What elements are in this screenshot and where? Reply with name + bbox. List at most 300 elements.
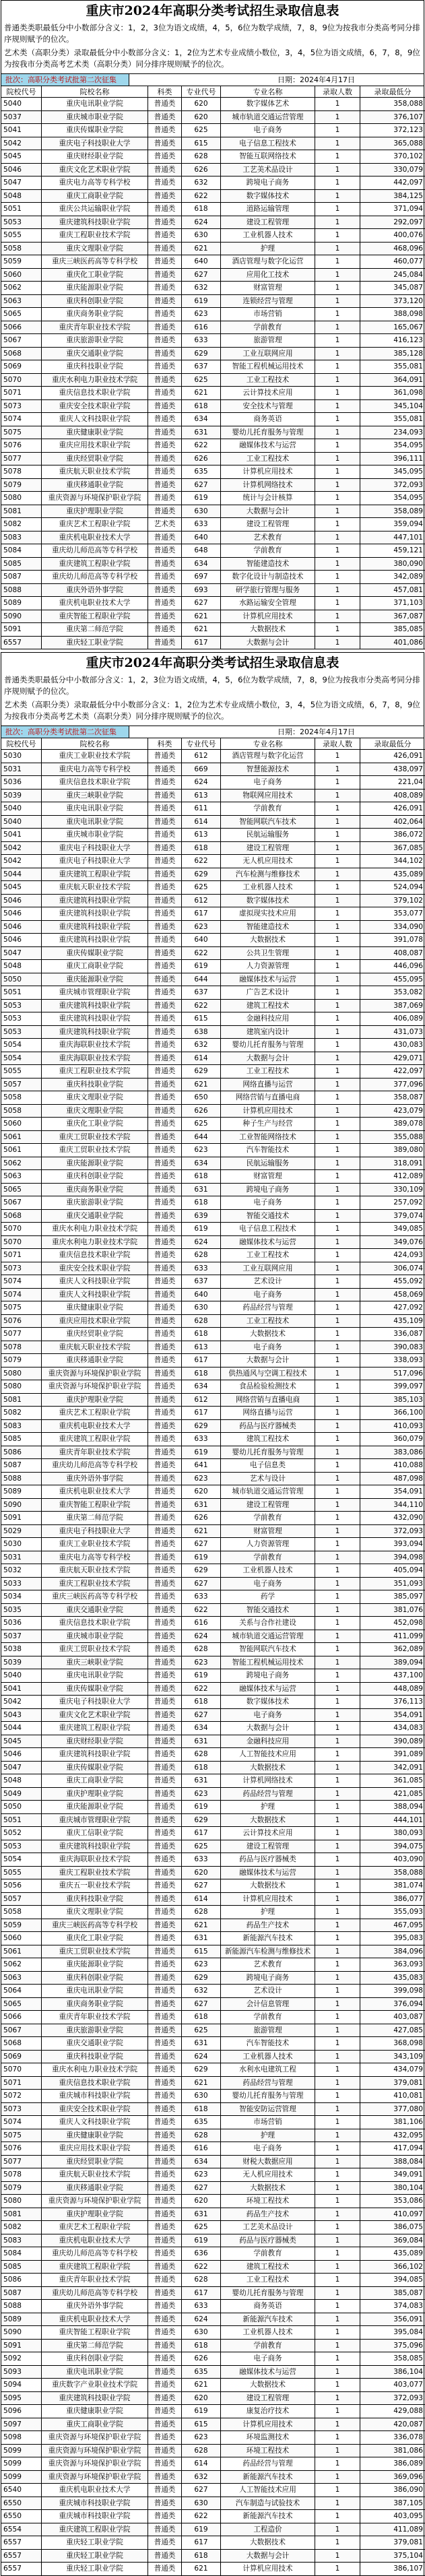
table-cell: 5056 — [1, 1879, 42, 1893]
table-cell: 普通类 — [148, 1473, 182, 1486]
table-cell: 1 — [315, 868, 360, 882]
table-cell: 5074 — [1, 413, 42, 426]
table-cell: 617 — [182, 1827, 221, 1840]
table-row — [1, 2142, 424, 2156]
table-cell: 5085 — [1, 1433, 42, 1446]
table-cell: 重庆工商职业学院 — [42, 1774, 148, 1788]
table-cell: 药品与医疗器械类 — [221, 1420, 315, 1434]
table-cell: 1 — [315, 597, 360, 610]
table-cell: 普通类 — [148, 282, 182, 295]
table-cell: 艺术教育 — [221, 532, 315, 545]
table-cell: 重庆电子科技职业大学 — [42, 842, 148, 856]
table-cell: 438,097 — [360, 763, 425, 777]
table-cell: 重庆智能工程职业学院 — [42, 2326, 148, 2340]
table-cell: 638 — [182, 1026, 221, 1039]
table-row — [1, 2471, 424, 2484]
table-cell: 381,076 — [360, 1604, 425, 1617]
table-cell: 380,093 — [360, 1827, 425, 1840]
table-cell: 普通类 — [148, 2168, 182, 2182]
table-row — [1, 2405, 424, 2418]
table-cell: 432,090 — [360, 1512, 425, 1525]
table-cell: 重庆交通职业学院 — [42, 1604, 148, 1617]
table-cell: 5080 — [1, 1380, 42, 1394]
table-cell: 1 — [315, 2274, 360, 2287]
table-row — [1, 2051, 424, 2064]
table-row — [1, 802, 424, 816]
table-cell: 建设工程管理 — [221, 842, 315, 856]
table-cell: 1 — [315, 842, 360, 856]
table-cell: 普通类 — [148, 321, 182, 335]
table-cell: 1 — [315, 1617, 360, 1630]
table-cell: 1 — [315, 2195, 360, 2208]
table-cell: 广告艺术设计 — [221, 986, 315, 1000]
table-cell: 普通类 — [148, 1091, 182, 1105]
table-row — [1, 2340, 424, 2353]
table-cell: 5058 — [1, 1091, 42, 1105]
table-cell: 计算机应用技术 — [221, 610, 315, 624]
table-cell: 622 — [182, 855, 221, 868]
table-cell: 1 — [315, 2063, 360, 2077]
table-cell: 354,091 — [360, 1485, 425, 1499]
table-cell: 1 — [315, 2261, 360, 2274]
table-cell: 重庆城市管理职业学院 — [42, 986, 148, 1000]
table-cell: 5029 — [1, 1525, 42, 1539]
table-cell: 385,097 — [360, 1590, 425, 1604]
table-cell: 计算机网络技术 — [221, 1774, 315, 1788]
table-cell: 重庆机电职业技术大学 — [42, 1485, 148, 1499]
table-cell: 5079 — [1, 2182, 42, 2195]
table-cell: 学前教育 — [221, 2011, 315, 2024]
table-cell: 386,072 — [360, 829, 425, 842]
table-cell: 380,104 — [360, 2182, 425, 2195]
table-cell: 普通类 — [148, 1052, 182, 1066]
table-cell: 1 — [315, 124, 360, 137]
table-cell: 1 — [315, 1853, 360, 1867]
table-cell: 619 — [182, 2523, 221, 2537]
table-cell: 5042 — [1, 1696, 42, 1709]
table-cell: 628 — [182, 2129, 221, 2143]
table-row — [1, 1762, 424, 1775]
table-cell: 普通类 — [148, 190, 182, 203]
column-header: 录取人数 — [315, 86, 360, 98]
table-cell: 5079 — [1, 479, 42, 492]
table-cell: 623 — [182, 921, 221, 934]
table-cell: 人工智能技术应用 — [221, 1748, 315, 1762]
table-cell: 重庆智能工程职业学院 — [42, 1499, 148, 1512]
table-cell: 重庆建筑工程职业学院 — [42, 2523, 148, 2537]
table-cell: 631 — [182, 2208, 221, 2222]
table-row — [1, 1394, 424, 1407]
table-cell: 5050 — [1, 973, 42, 987]
table-cell: 5087 — [1, 2287, 42, 2300]
table-cell: 普通类 — [148, 2379, 182, 2392]
table-cell: 5085 — [1, 2261, 42, 2274]
table-cell: 重庆信息技术职业学院 — [42, 1617, 148, 1630]
table-row — [1, 98, 424, 111]
table-cell: 普通类 — [148, 1105, 182, 1118]
table-cell: 617 — [182, 1354, 221, 1367]
table-cell: 5080 — [1, 492, 42, 505]
table-cell: 5073 — [1, 1262, 42, 1276]
table-cell: 5045 — [1, 881, 42, 895]
table-cell: 普通类 — [148, 2274, 182, 2287]
table-row — [1, 907, 424, 921]
table-cell: 5084 — [1, 2247, 42, 2261]
table-cell: 普通类 — [148, 98, 182, 111]
table-cell: 普通类 — [148, 2208, 182, 2222]
table-row — [1, 597, 424, 610]
table-cell: 616 — [182, 1617, 221, 1630]
table-cell: 重庆电讯职业学院 — [42, 1985, 148, 1998]
table-cell: 计算机应用技术 — [221, 2418, 315, 2432]
table-cell: 619 — [182, 2405, 221, 2418]
table-cell: 391,078 — [360, 934, 425, 947]
table-cell: 重庆经贸职业学院 — [42, 453, 148, 466]
table-cell: 403,090 — [360, 1853, 425, 1867]
table-cell: 普通类 — [148, 2156, 182, 2169]
table-cell: 建筑室内设计 — [221, 1026, 315, 1039]
table-cell: 重庆建筑科技职业学院 — [42, 2392, 148, 2406]
table-cell: 1 — [315, 1683, 360, 1696]
table-row — [1, 1879, 424, 1893]
table-cell: 370,102 — [360, 150, 425, 164]
table-cell: 390,089 — [360, 1735, 425, 1749]
table-cell: 5035 — [1, 1604, 42, 1617]
table-cell: 368,098 — [360, 2037, 425, 2051]
table-cell: 393,094 — [360, 1538, 425, 1551]
table-cell: 1 — [315, 439, 360, 453]
table-cell: 大数据技术 — [221, 2536, 315, 2550]
table-cell: 1 — [315, 1249, 360, 1262]
table-cell: 重庆传媒职业学院 — [42, 1683, 148, 1696]
table-cell: 电子信息类 — [221, 1459, 315, 1473]
table-cell: 630 — [182, 2497, 221, 2511]
table-cell: 617 — [182, 2536, 221, 2550]
table-cell: 1 — [315, 1762, 360, 1775]
table-cell: 融媒体技术与运营 — [221, 2366, 315, 2379]
table-cell: 5053 — [1, 1000, 42, 1013]
table-cell: 跨境电子商务 — [221, 1669, 315, 1683]
table-cell: 普通类 — [148, 1853, 182, 1867]
table-cell: 1 — [315, 1367, 360, 1381]
table-cell: 5077 — [1, 1328, 42, 1341]
table-title: 重庆市2024年高职分类考试招生录取信息表 — [1, 652, 424, 673]
table-row — [1, 776, 424, 790]
table-cell: 重庆建筑科技职业学院 — [42, 1840, 148, 1854]
table-cell: 工业智能网络技术 — [221, 1131, 315, 1145]
table-cell: 普通类 — [148, 623, 182, 637]
table-cell: 重庆商务职业学院 — [42, 308, 148, 321]
table-cell: 重庆五一职业技术学院 — [42, 1879, 148, 1893]
table-cell: 400,076 — [360, 229, 425, 243]
table-row — [1, 2379, 424, 2392]
table-cell: 5048 — [1, 960, 42, 973]
table-cell: 1 — [315, 2484, 360, 2497]
table-cell: 1 — [315, 1814, 360, 1828]
table-cell: 391,089 — [360, 1748, 425, 1762]
table-cell: 1 — [315, 321, 360, 335]
table-cell: 普通类 — [148, 1538, 182, 1551]
table-row — [1, 400, 424, 414]
table-cell: 1 — [315, 1604, 360, 1617]
table-cell: 虚拟现实技术应用 — [221, 907, 315, 921]
table-cell: 融媒体技术与运营 — [221, 973, 315, 987]
table-cell: 普通类 — [148, 1407, 182, 1420]
table-cell: 5076 — [1, 439, 42, 453]
table-cell: 618 — [182, 2550, 221, 2563]
table-cell: 普通类 — [148, 907, 182, 921]
table-cell: 408,089 — [360, 790, 425, 803]
table-cell: 普通类 — [148, 2352, 182, 2366]
table-cell: 390,083 — [360, 1341, 425, 1355]
table-cell: 629 — [182, 1814, 221, 1828]
table-row — [1, 2550, 424, 2563]
table-cell: 工业互联网应用 — [221, 1262, 315, 1276]
table-cell: 财富管理 — [221, 1170, 315, 1184]
table-cell: 369,084 — [360, 2234, 425, 2248]
table-cell: 394,098 — [360, 1551, 425, 1565]
table-cell: 普通类 — [148, 934, 182, 947]
table-cell: 1 — [315, 1985, 360, 1998]
table-cell: 620 — [182, 98, 221, 111]
table-cell: 5045 — [1, 150, 42, 164]
table-cell: 重庆机电职业技术大学 — [42, 2234, 148, 2248]
admission-table-section — [1, 0, 424, 649]
table-cell: 669 — [182, 763, 221, 777]
table-cell: 艺术教育 — [221, 1958, 315, 1972]
table-cell: 330,079 — [360, 164, 425, 177]
table-cell: 5088 — [1, 1473, 42, 1486]
table-cell: 融媒体技术与运营 — [221, 439, 315, 453]
table-cell: 电子商务 — [221, 1289, 315, 1302]
table-cell: 379,081 — [360, 2077, 425, 2090]
table-cell: 建筑工程技术 — [221, 1433, 315, 1446]
table-cell: 620 — [182, 1485, 221, 1499]
table-cell: 385,103 — [360, 1394, 425, 1407]
table-cell: 410,093 — [360, 1420, 425, 1434]
table-cell: 大数据与会计 — [221, 1354, 315, 1367]
table-cell: 普通类 — [148, 505, 182, 519]
table-cell: 5088 — [1, 584, 42, 598]
table-cell: 5046 — [1, 907, 42, 921]
table-row — [1, 558, 424, 571]
table-row — [1, 532, 424, 545]
table-cell: 普通类 — [148, 1433, 182, 1446]
table-cell: 629 — [182, 1065, 221, 1078]
table-cell: 5091 — [1, 1512, 42, 1525]
table-cell: 重庆建筑科技职业学院 — [42, 934, 148, 947]
table-cell: 353,086 — [360, 2195, 425, 2208]
table-cell: 457,081 — [360, 584, 425, 598]
table-cell: 普通类 — [148, 1012, 182, 1026]
table-cell: 371,103 — [360, 597, 425, 610]
table-cell: 道路运输管理 — [221, 203, 315, 216]
table-cell: 普通类 — [148, 1000, 182, 1013]
table-cell: 411,099 — [360, 1630, 425, 1644]
table-cell: 艺术与设计 — [221, 1473, 315, 1486]
table-row — [1, 2484, 424, 2497]
table-cell: 5066 — [1, 2011, 42, 2024]
table-cell: 重庆安全技术职业学院 — [42, 400, 148, 414]
table-cell: 615 — [182, 1012, 221, 1026]
table-cell: 376,107 — [360, 111, 425, 125]
table-cell: 366,100 — [360, 1407, 425, 1420]
table-cell: 普通类 — [148, 1774, 182, 1788]
table-cell: 食品检验检测技术 — [221, 1380, 315, 1394]
table-row — [1, 1473, 424, 1486]
table-cell: 普通类 — [148, 400, 182, 414]
table-cell: 399,097 — [360, 1380, 425, 1394]
table-cell: 429,071 — [360, 1052, 425, 1066]
table-cell: 普通类 — [148, 1683, 182, 1696]
table-cell: 普通类 — [148, 2051, 182, 2064]
table-cell: 358,088 — [360, 1867, 425, 1880]
table-row — [1, 2037, 424, 2051]
table-cell: 重庆经贸职业学院 — [42, 2156, 148, 2169]
table-cell: 普通类 — [148, 2234, 182, 2248]
table-cell: 药品经营与管理 — [221, 1301, 315, 1315]
table-cell: 1 — [315, 2510, 360, 2523]
table-cell: 634 — [182, 2156, 221, 2169]
table-cell: 药学 — [221, 1590, 315, 1604]
table-row — [1, 1328, 424, 1341]
table-cell: 智能交通技术 — [221, 1604, 315, 1617]
table-cell: 6557 — [1, 2536, 42, 2550]
table-cell: 385,085 — [360, 623, 425, 637]
table-cell: 5069 — [1, 360, 42, 374]
table-cell: 1 — [315, 2405, 360, 2418]
table-cell: 5065 — [1, 1998, 42, 2011]
table-cell: 普通类 — [148, 1551, 182, 1565]
table-cell: 1 — [315, 426, 360, 440]
table-cell: 护理 — [221, 243, 315, 256]
table-cell: 学前教育 — [221, 321, 315, 335]
table-cell: 5041 — [1, 829, 42, 842]
table-cell: 625 — [182, 374, 221, 387]
table-cell: 1 — [315, 816, 360, 829]
table-cell: 普通类 — [148, 584, 182, 598]
table-row — [1, 1341, 424, 1355]
table-cell: 388,098 — [360, 308, 425, 321]
table-cell: 重庆商务职业学院 — [42, 1184, 148, 1197]
table-cell: 628 — [182, 1315, 221, 1328]
table-cell: 重庆海联职业技术学院 — [42, 1853, 148, 1867]
table-cell: 619 — [182, 1551, 221, 1565]
table-cell: 普通类 — [148, 960, 182, 973]
table-row — [1, 164, 424, 177]
table-cell: 婴幼儿托育服务与管理 — [221, 1446, 315, 1460]
table-cell: 1 — [315, 1196, 360, 1210]
table-cell: 1 — [315, 2103, 360, 2117]
table-cell: 重庆青年职业技术学院 — [42, 321, 148, 335]
table-cell: 重庆资源与环境保护职业学院 — [42, 2457, 148, 2471]
table-cell: 421,085 — [360, 1788, 425, 1801]
table-cell: 重庆智能工程职业学院 — [42, 610, 148, 624]
table-cell: 药品与医疗器械类 — [221, 2234, 315, 2248]
table-cell: 重庆工商职业学院 — [42, 190, 148, 203]
table-cell: 普通类 — [148, 2497, 182, 2511]
table-cell: 354,095 — [360, 492, 425, 505]
table-cell: 5062 — [1, 282, 42, 295]
table-cell: 1 — [315, 921, 360, 934]
table-cell: 安全技术与管理 — [221, 400, 315, 414]
table-cell: 1 — [315, 2129, 360, 2143]
table-cell: 634 — [182, 558, 221, 571]
table-cell: 重庆文化艺术职业学院 — [42, 1709, 148, 1722]
table-cell: 工业工程技术 — [221, 374, 315, 387]
table-cell: 普通类 — [148, 2063, 182, 2077]
table-cell: 1 — [315, 2326, 360, 2340]
table-cell: 410,088 — [360, 1459, 425, 1473]
table-cell: 普通类 — [148, 1998, 182, 2011]
table-cell: 重庆移通职业学院 — [42, 2182, 148, 2195]
table-cell: 重庆护理职业学院 — [42, 1788, 148, 1801]
table-cell: 建筑工程技术 — [221, 1000, 315, 1013]
table-cell: 6540 — [1, 2484, 42, 2497]
table-row — [1, 1000, 424, 1013]
table-row — [1, 1801, 424, 1814]
table-cell: 重庆工贸职业技术学院 — [42, 1945, 148, 1959]
table-cell: 5089 — [1, 597, 42, 610]
table-cell: 普通类 — [148, 2418, 182, 2432]
table-cell: 345,087 — [360, 282, 425, 295]
table-cell: 5076 — [1, 2142, 42, 2156]
table-cell: 616 — [182, 2142, 221, 2156]
table-cell: 普通类 — [148, 1184, 182, 1197]
table-cell: 5091 — [1, 2340, 42, 2353]
table-cell: 普通类 — [148, 763, 182, 777]
table-cell: 普通类 — [148, 1065, 182, 1078]
table-cell: 435,109 — [360, 1315, 425, 1328]
table-cell: 1 — [315, 1879, 360, 1893]
table-cell: 1 — [315, 776, 360, 790]
table-cell: 5085 — [1, 558, 42, 571]
table-cell: 5048 — [1, 1774, 42, 1788]
table-cell: 5091 — [1, 623, 42, 637]
table-cell: 628 — [182, 1906, 221, 1919]
table-cell: 大数据与会计 — [221, 637, 315, 650]
table-cell: 新能源汽车检测与维修技术 — [221, 1945, 315, 1959]
table-cell: 427,085 — [360, 2024, 425, 2038]
table-body — [1, 98, 424, 649]
table-cell: 重庆护理职业学院 — [42, 505, 148, 519]
table-row — [1, 750, 424, 763]
table-cell: 405,094 — [360, 1564, 425, 1578]
table-cell: 普通类 — [148, 124, 182, 137]
table-cell: 普通类 — [148, 1879, 182, 1893]
table-cell: 计算机应用技术 — [221, 2563, 315, 2576]
table-row — [1, 1722, 424, 1735]
table-cell: 623 — [182, 2168, 221, 2182]
table-cell: 普通类 — [148, 855, 182, 868]
table-cell: 5051 — [1, 203, 42, 216]
table-cell: 1 — [315, 1157, 360, 1171]
table-row — [1, 1958, 424, 1972]
table-cell: 617 — [182, 637, 221, 650]
table-cell: 5058 — [1, 243, 42, 256]
note-paragraph: 艺术类（高职分类）录取最低分中小数部分含义：1，2位为艺术专业成绩小数位，3，4，5位为语文成绩，6，7，8，9位为按我市分类高考艺术类（高职分类）同分排序规则赋予的位次。 — [4, 700, 420, 721]
table-cell: 1 — [315, 505, 360, 519]
table-cell: 1 — [315, 2563, 360, 2576]
table-row — [1, 1289, 424, 1302]
table-cell: 1 — [315, 2497, 360, 2511]
table-cell: 623 — [182, 1656, 221, 1670]
table-row — [1, 348, 424, 361]
table-cell: 数字媒体技术 — [221, 895, 315, 908]
table-cell: 618 — [182, 1196, 221, 1210]
table-row — [1, 387, 424, 400]
table-cell: 重庆化工职业学院 — [42, 269, 148, 282]
